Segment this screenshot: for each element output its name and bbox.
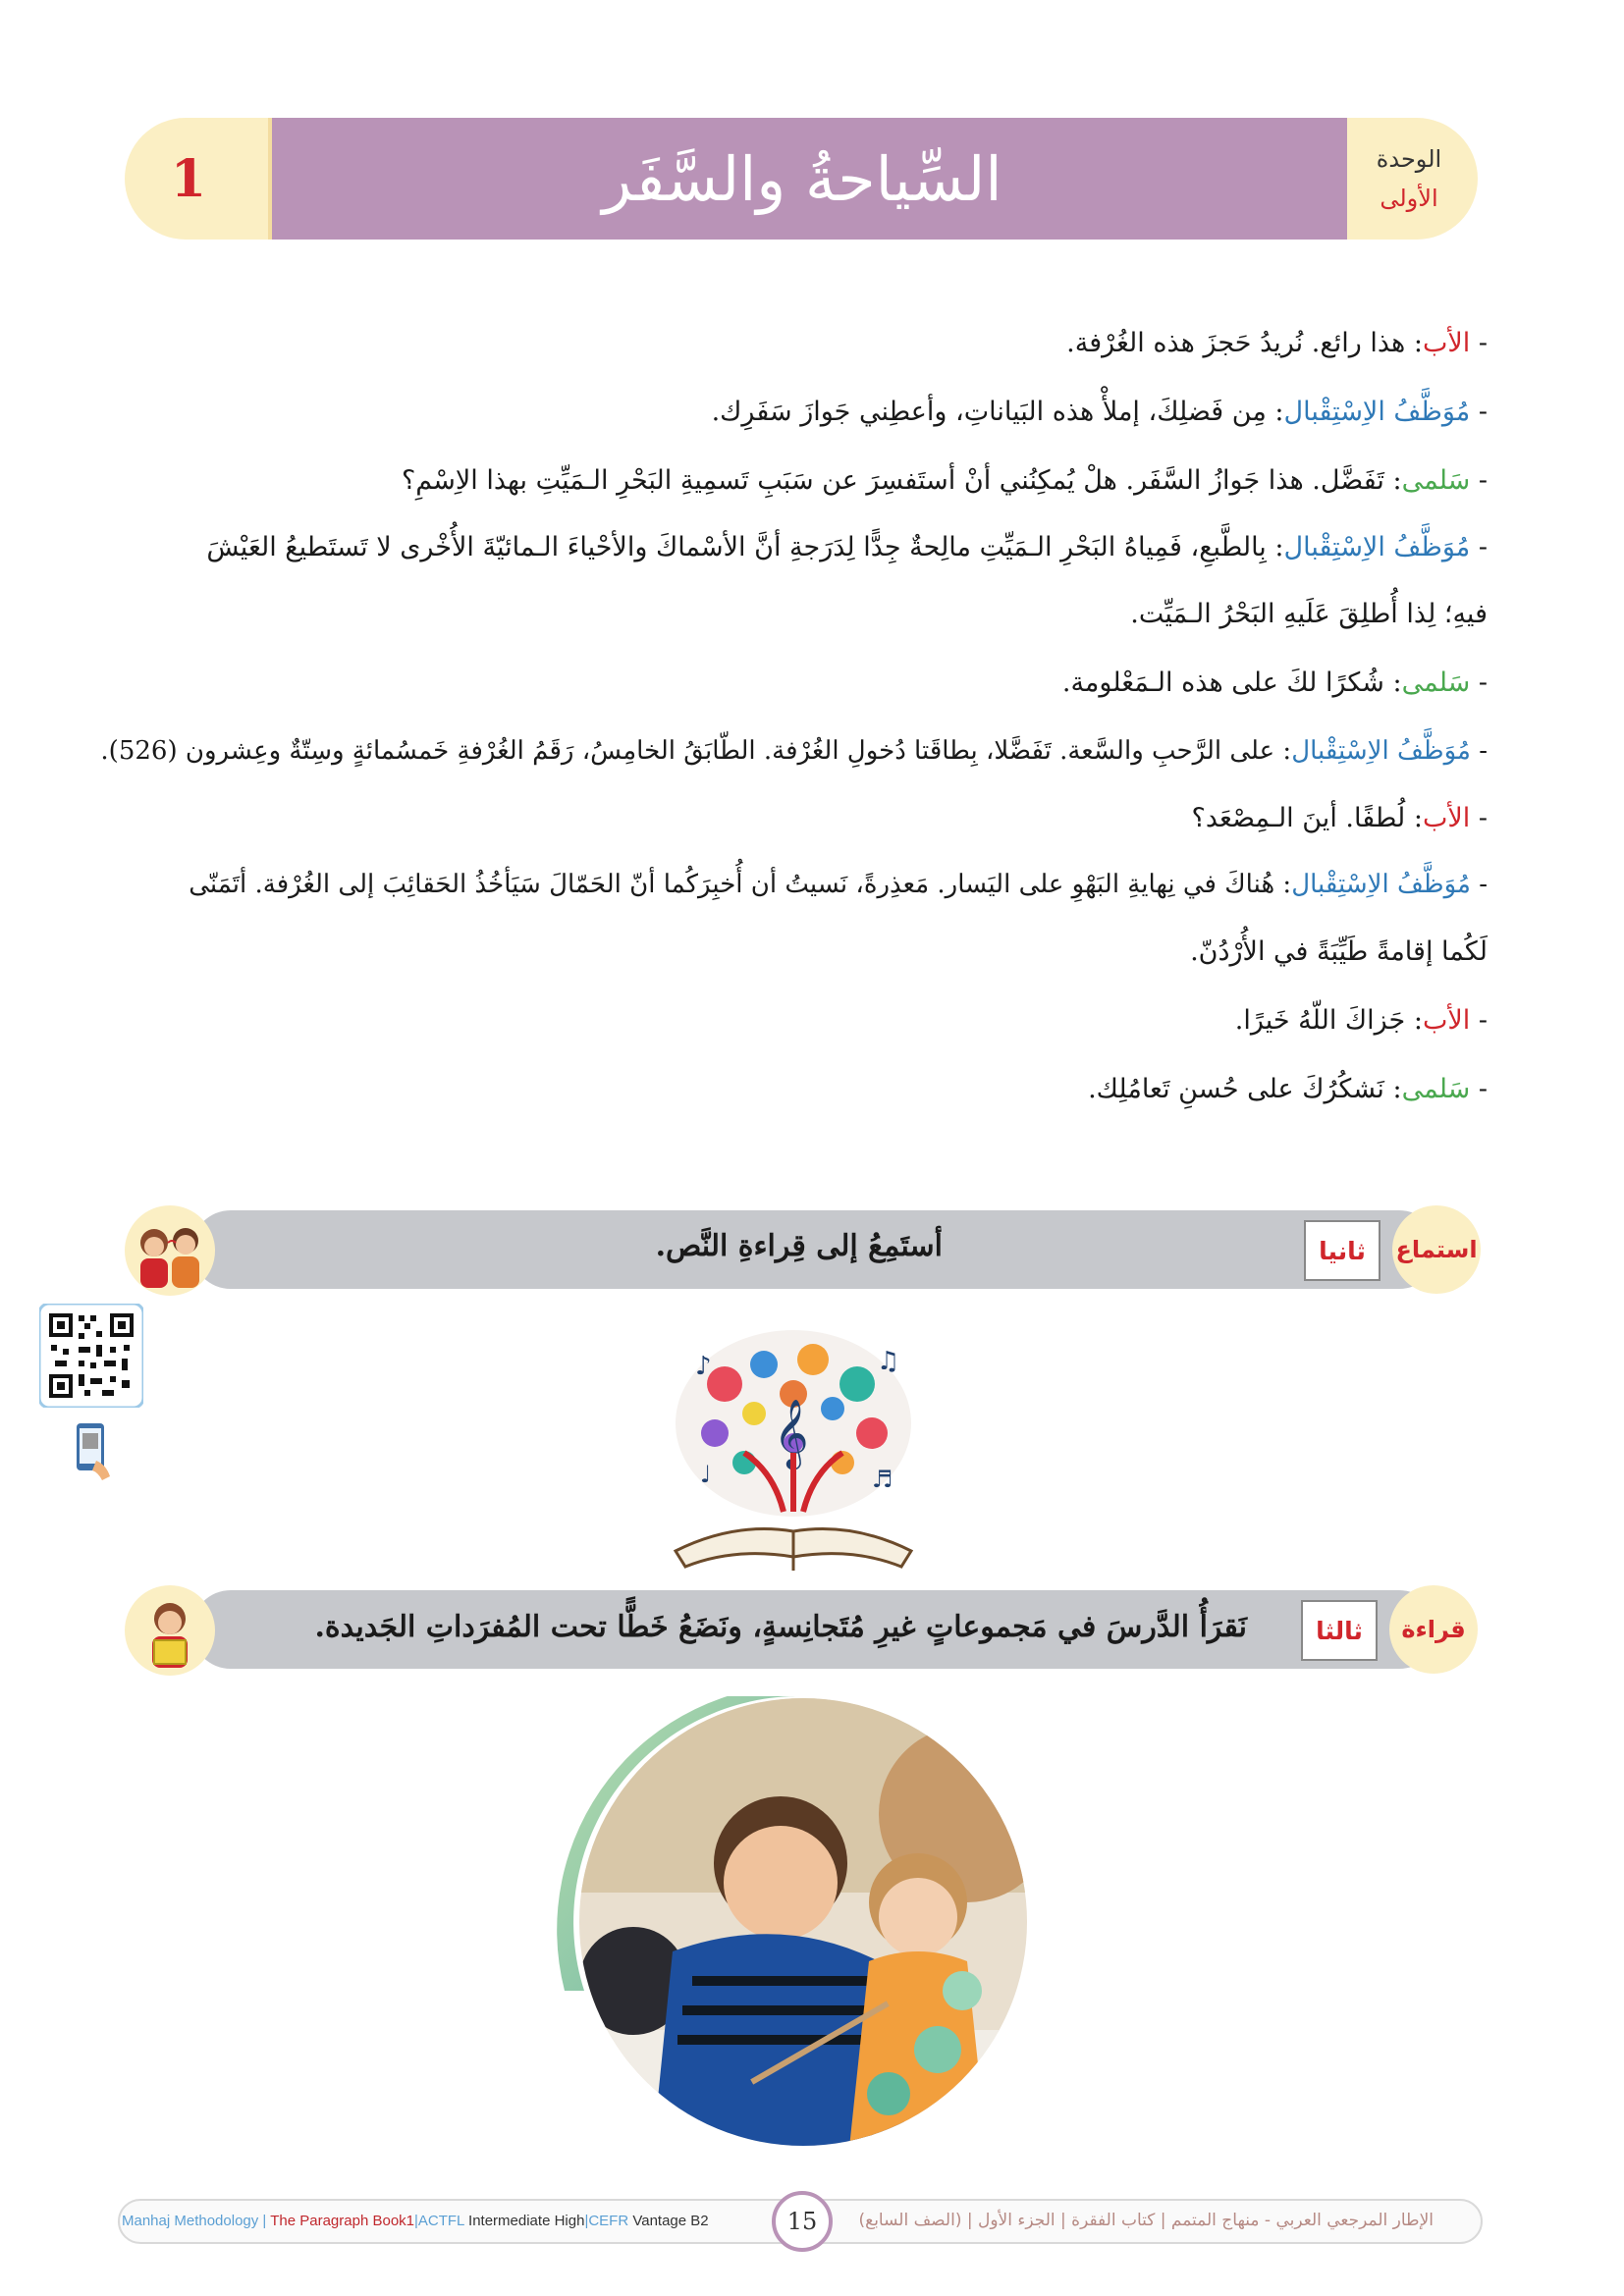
reading-order-box: ثالثا [1301, 1600, 1378, 1661]
unit-label-line1: الوحدة [1376, 145, 1442, 173]
line-text: هُناكَ في نِهايةِ البَهْوِ على اليَسار. مَعذِرةً، نَسيتُ أن أُخبِرَكُما أنّ الحَمّالَ سَيَأخُذُ الحَقائِبَ إلى الغُرْفة. أتَمَنّى [189, 870, 1275, 899]
dialogue-line: - مُوَظَّفُ الاِسْتِقْبال: بِالطَّبعِ، فَمِياهُ البَحْرِ الـمَيِّتِ مالِحةٌ جِدًّا لِدَرَجةِ أنَّ الأسْماكَ والأحْياءَ الـمائيّةَ الأُخْرى لا تَستَطيعُ العَيْشَ [206, 532, 1488, 562]
dialogue-line: - الأب: جَزاكَ اللّهُ خَيرًا. [1234, 1005, 1488, 1036]
footer-book: The Paragraph Book1 [270, 2213, 414, 2229]
dialogue-line: - مُوَظَّفُ الاِسْتِقْبال: على الرَّحبِ والسَّعة. تَفَضَّلا، بِطاقَتا دُخولِ الغُرْفة. الطّابَقُ الخامِسُ، رَقَمُ الغُرْفةِ خَمسُمائةٍ وسِتّةٌ وعِشرون (526). [100, 736, 1488, 766]
footer-left [122, 2213, 709, 2229]
svg-text:♩: ♩ [700, 1461, 712, 1488]
dialogue-line-continued [118, 936, 1488, 967]
reading-instruction: نَقرَأُ الدَّرسَ في مَجموعاتٍ غيرِ مُتَجانِسةٍ، ونَضَعُ خَطًّا تحت المُفرَداتِ الجَديدة. [314, 1610, 1247, 1644]
svg-text:♪: ♪ [695, 1352, 712, 1381]
dialogue-line: - الأب: لُطفًا. أينَ الـمِصْعَد؟ [1191, 803, 1488, 833]
page-number: 15 [772, 2191, 833, 2252]
music-book-illustration [656, 1315, 931, 1575]
footer-cefr: |CEFR [584, 2213, 629, 2229]
speaker-name: الأب [1422, 328, 1471, 358]
line-text: شُكرًا لكَ على هذه الـمَعْلومة. [1061, 667, 1384, 698]
line-text: فيهِ؛ لِذا أُطلِقَ عَلَيهِ البَحْرُ الـمَيِّت. [1130, 599, 1488, 629]
footer-methodology: Manhaj Methodology | [122, 2213, 267, 2229]
listening-skill-badge: استماع [1392, 1205, 1481, 1294]
line-text: تَفَضَّل. هذا جَوازُ السَّفَر. هلْ يُمكِنُني أنْ أستَفسِرَ عن سَبَبِ تَسمِيةِ البَحْرِ الـمَيِّتِ بهذا الاِسْمِ؟ [401, 465, 1384, 496]
listening-order-box: ثانيا [1304, 1220, 1380, 1281]
footer-right: الإطار المرجعي العربي - منهاج المتمم | كتاب الفقرة | الجزء الأول | (الصف السابع) [858, 2211, 1434, 2230]
line-text: لَكُما إقامةً طَيِّبَةً في الأُرْدُنّ. [1190, 936, 1488, 967]
speaker-name: سَلمى [1401, 1074, 1471, 1104]
speaker-name: الأب [1422, 1005, 1471, 1036]
footer-actfl-level: Intermediate High [468, 2213, 585, 2229]
listening-kids-icon [125, 1205, 215, 1296]
speaker-name: مُوَظَّفُ الاِسْتِقْبال [1283, 532, 1471, 562]
line-text: بِالطَّبعِ، فَمِياهُ البَحْرِ الـمَيِّتِ مالِحةٌ جِدًّا لِدَرَجةِ أنَّ الأسْماكَ والأحْياءَ الـمائيّةَ الأُخْرى لا تَستَطيعُ العَيْشَ [206, 532, 1267, 562]
dialogue-line: - الأب: هذا رائع. نُريدُ حَجزَ هذه الغُرْفة. [1066, 328, 1488, 358]
unit-label-badge [1347, 118, 1478, 240]
speaker-name: مُوَظَّفُ الاِسْتِقْبال [1291, 870, 1471, 899]
line-text: لُطفًا. أينَ الـمِصْعَد؟ [1191, 803, 1406, 833]
dialogue-line: - سَلمى: شُكرًا لكَ على هذه الـمَعْلومة. [1061, 667, 1488, 698]
speaker-name: الأب [1422, 803, 1471, 833]
speaker-name: سَلمى [1401, 465, 1471, 496]
page-title: السِّياحةُ والسَّفَر [602, 142, 1002, 215]
dialogue-line-continued [118, 599, 1488, 629]
line-text: على الرَّحبِ والسَّعة. تَفَضَّلا، بِطاقَتا دُخولِ الغُرْفة. الطّابَقُ الخامِسُ، رَقَمُ الغُرْفةِ خَمسُمائةٍ وسِتّةٌ وعِشرون (526). [100, 736, 1275, 766]
svg-text:♬: ♬ [872, 1466, 893, 1493]
phone-scan-icon [71, 1421, 116, 1482]
speaker-name: سَلمى [1401, 667, 1471, 698]
reading-skill-badge: قراءة [1389, 1585, 1478, 1674]
dialogue-line: - سَلمى: نَشكُرُكَ على حُسنِ تَعامُلِك. [1088, 1074, 1488, 1104]
speaker-name: مُوَظَّفُ الاِسْتِقْبال [1283, 397, 1471, 427]
line-text: هذا رائع. نُريدُ حَجزَ هذه الغُرْفة. [1066, 328, 1406, 358]
reading-kid-icon [125, 1585, 215, 1676]
dialogue-line: - سَلمى: تَفَضَّل. هذا جَوازُ السَّفَر. هلْ يُمكِنُني أنْ أستَفسِرَ عن سَبَبِ تَسمِيةِ البَحْرِ الـمَيِّتِ بهذا الاِسْمِ؟ [401, 465, 1488, 496]
footer-cefr-level: Vantage B2 [632, 2213, 709, 2229]
dialogue-line: - مُوَظَّفُ الاِسْتِقْبال: هُناكَ في نِهايةِ البَهْوِ على اليَسار. مَعذِرةً، نَسيتُ أن أُخبِرَكُما أنّ الحَمّالَ سَيَأخُذُ الحَقائِبَ إلى الغُرْفة. أتَمَنّى [189, 870, 1488, 899]
qr-code[interactable] [39, 1304, 143, 1408]
unit-label-line2: الأولى [1380, 185, 1438, 212]
students-studying-photo [545, 1696, 1065, 2148]
svg-text:𝄞: 𝄞 [774, 1399, 809, 1468]
svg-text:♫: ♫ [877, 1347, 900, 1376]
dialogue-line: - مُوَظَّفُ الاِسْتِقْبال: مِن فَضلِكَ، إملأْ هذه البَياناتِ، وأعطِني جَوازَ سَفَرِك. [711, 397, 1488, 427]
speaker-name: مُوَظَّفُ الاِسْتِقْبال [1291, 736, 1471, 766]
line-text: مِن فَضلِكَ، إملأْ هذه البَياناتِ، وأعطِني جَوازَ سَفَرِك. [711, 397, 1267, 427]
listening-instruction: أستَمِعُ إلى قِراءةِ النَّص. [655, 1229, 943, 1263]
line-text: جَزاكَ اللّهُ خَيرًا. [1234, 1005, 1406, 1036]
unit-number: 1 [170, 148, 207, 209]
line-text: نَشكُرُكَ على حُسنِ تَعامُلِك. [1088, 1074, 1384, 1104]
footer-actfl: |ACTFL [414, 2213, 464, 2229]
